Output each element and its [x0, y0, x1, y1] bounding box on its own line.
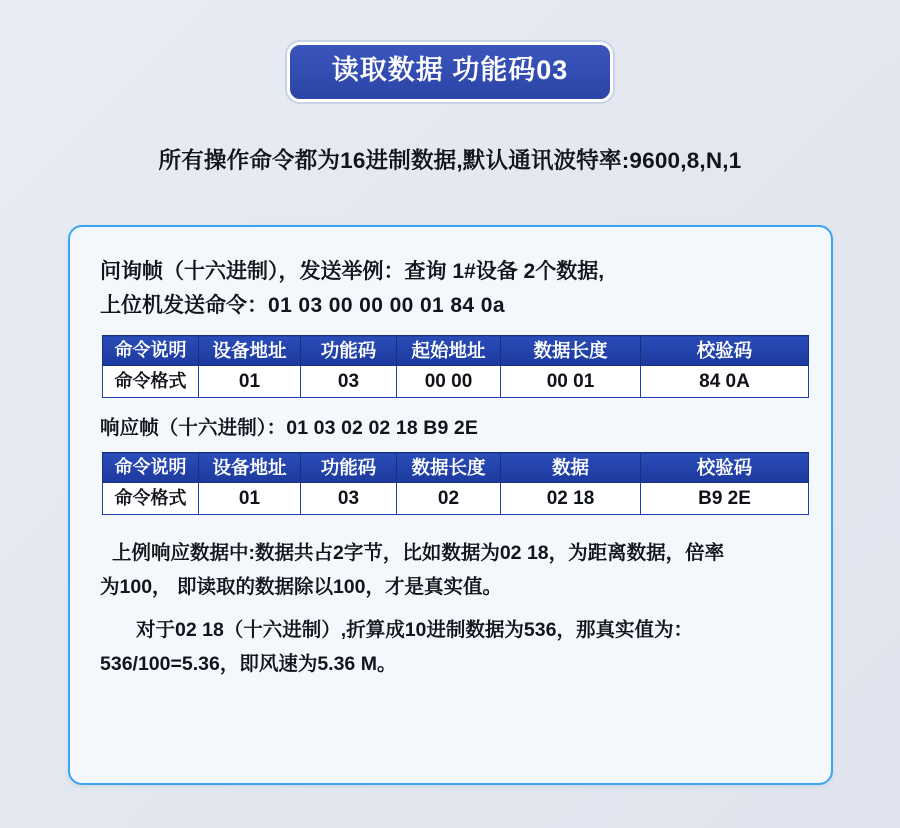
request-header-5: 校验码: [641, 336, 809, 366]
response-header-5: 校验码: [641, 453, 809, 483]
request-header-4: 数据长度: [501, 336, 641, 366]
table-header-row: [103, 336, 809, 366]
response-cell-0-3: 02: [397, 483, 501, 515]
explanation-line-1: [100, 537, 801, 571]
explanation-line-4: 536/100=5.36，即风速为5.36 M。: [100, 652, 397, 675]
query-frame-line2: [100, 289, 801, 323]
request-cell-0-4: 00 01: [501, 366, 641, 398]
request-cell-0-1: 01: [199, 366, 301, 398]
table-row: [103, 483, 809, 515]
response-cell-0-5: B9 2E: [641, 483, 809, 515]
response-cell-0-0: 命令格式: [103, 483, 199, 515]
request-header-0: 命令说明: [103, 336, 199, 366]
response-cell-0-4: 02 18: [501, 483, 641, 515]
response-header-4: 数据: [501, 453, 641, 483]
response-header-3: 数据长度: [397, 453, 501, 483]
query-command-label: 上位机发送命令：: [100, 294, 268, 318]
explanation-line-3: [100, 614, 801, 648]
query-frame-paragraph: [100, 255, 801, 323]
explanation-line-2: 为100， 即读取的数据除以100，才是真实值。: [100, 575, 502, 598]
request-cell-0-3: 00 00: [397, 366, 501, 398]
table-row: [103, 366, 809, 398]
explanation-line-3-text: 对于02 18（十六进制）,折算成10进制数据为536，那真实值为：: [136, 619, 693, 642]
request-header-1: 设备地址: [199, 336, 301, 366]
explanation-block-1: [100, 537, 801, 604]
page-title: 读取数据 功能码03: [287, 42, 614, 102]
request-cell-0-5: 84 0A: [641, 366, 809, 398]
content-panel: [68, 225, 833, 785]
response-header-0: 命令说明: [103, 453, 199, 483]
request-header-3: 起始地址: [397, 336, 501, 366]
query-frame-line1: 问询帧（十六进制），发送举例：查询 1#设备 2个数据,: [100, 260, 605, 283]
request-header-2: 功能码: [301, 336, 397, 366]
response-frame-line: 响应帧（十六进制）：01 03 02 02 18 B9 2E: [100, 417, 478, 440]
response-header-2: 功能码: [301, 453, 397, 483]
request-frame-table: [102, 335, 809, 398]
title-bar: [0, 0, 900, 102]
response-cell-0-1: 01: [199, 483, 301, 515]
explanation-block-2: [100, 614, 801, 681]
response-header-1: 设备地址: [199, 453, 301, 483]
request-cell-0-2: 03: [301, 366, 397, 398]
response-cell-0-2: 03: [301, 483, 397, 515]
subtitle-text: 所有操作命令都为16进制数据,默认通讯波特率:9600,8,N,1: [158, 147, 742, 173]
request-cell-0-0: 命令格式: [103, 366, 199, 398]
table-header-row: [103, 453, 809, 483]
response-frame-table: [102, 452, 809, 515]
query-command-value: 01 03 00 00 00 01 84 0a: [268, 294, 505, 318]
explanation-line-1-text: 上例响应数据中:数据共占2字节，比如数据为02 18，为距离数据，倍率: [112, 542, 725, 565]
